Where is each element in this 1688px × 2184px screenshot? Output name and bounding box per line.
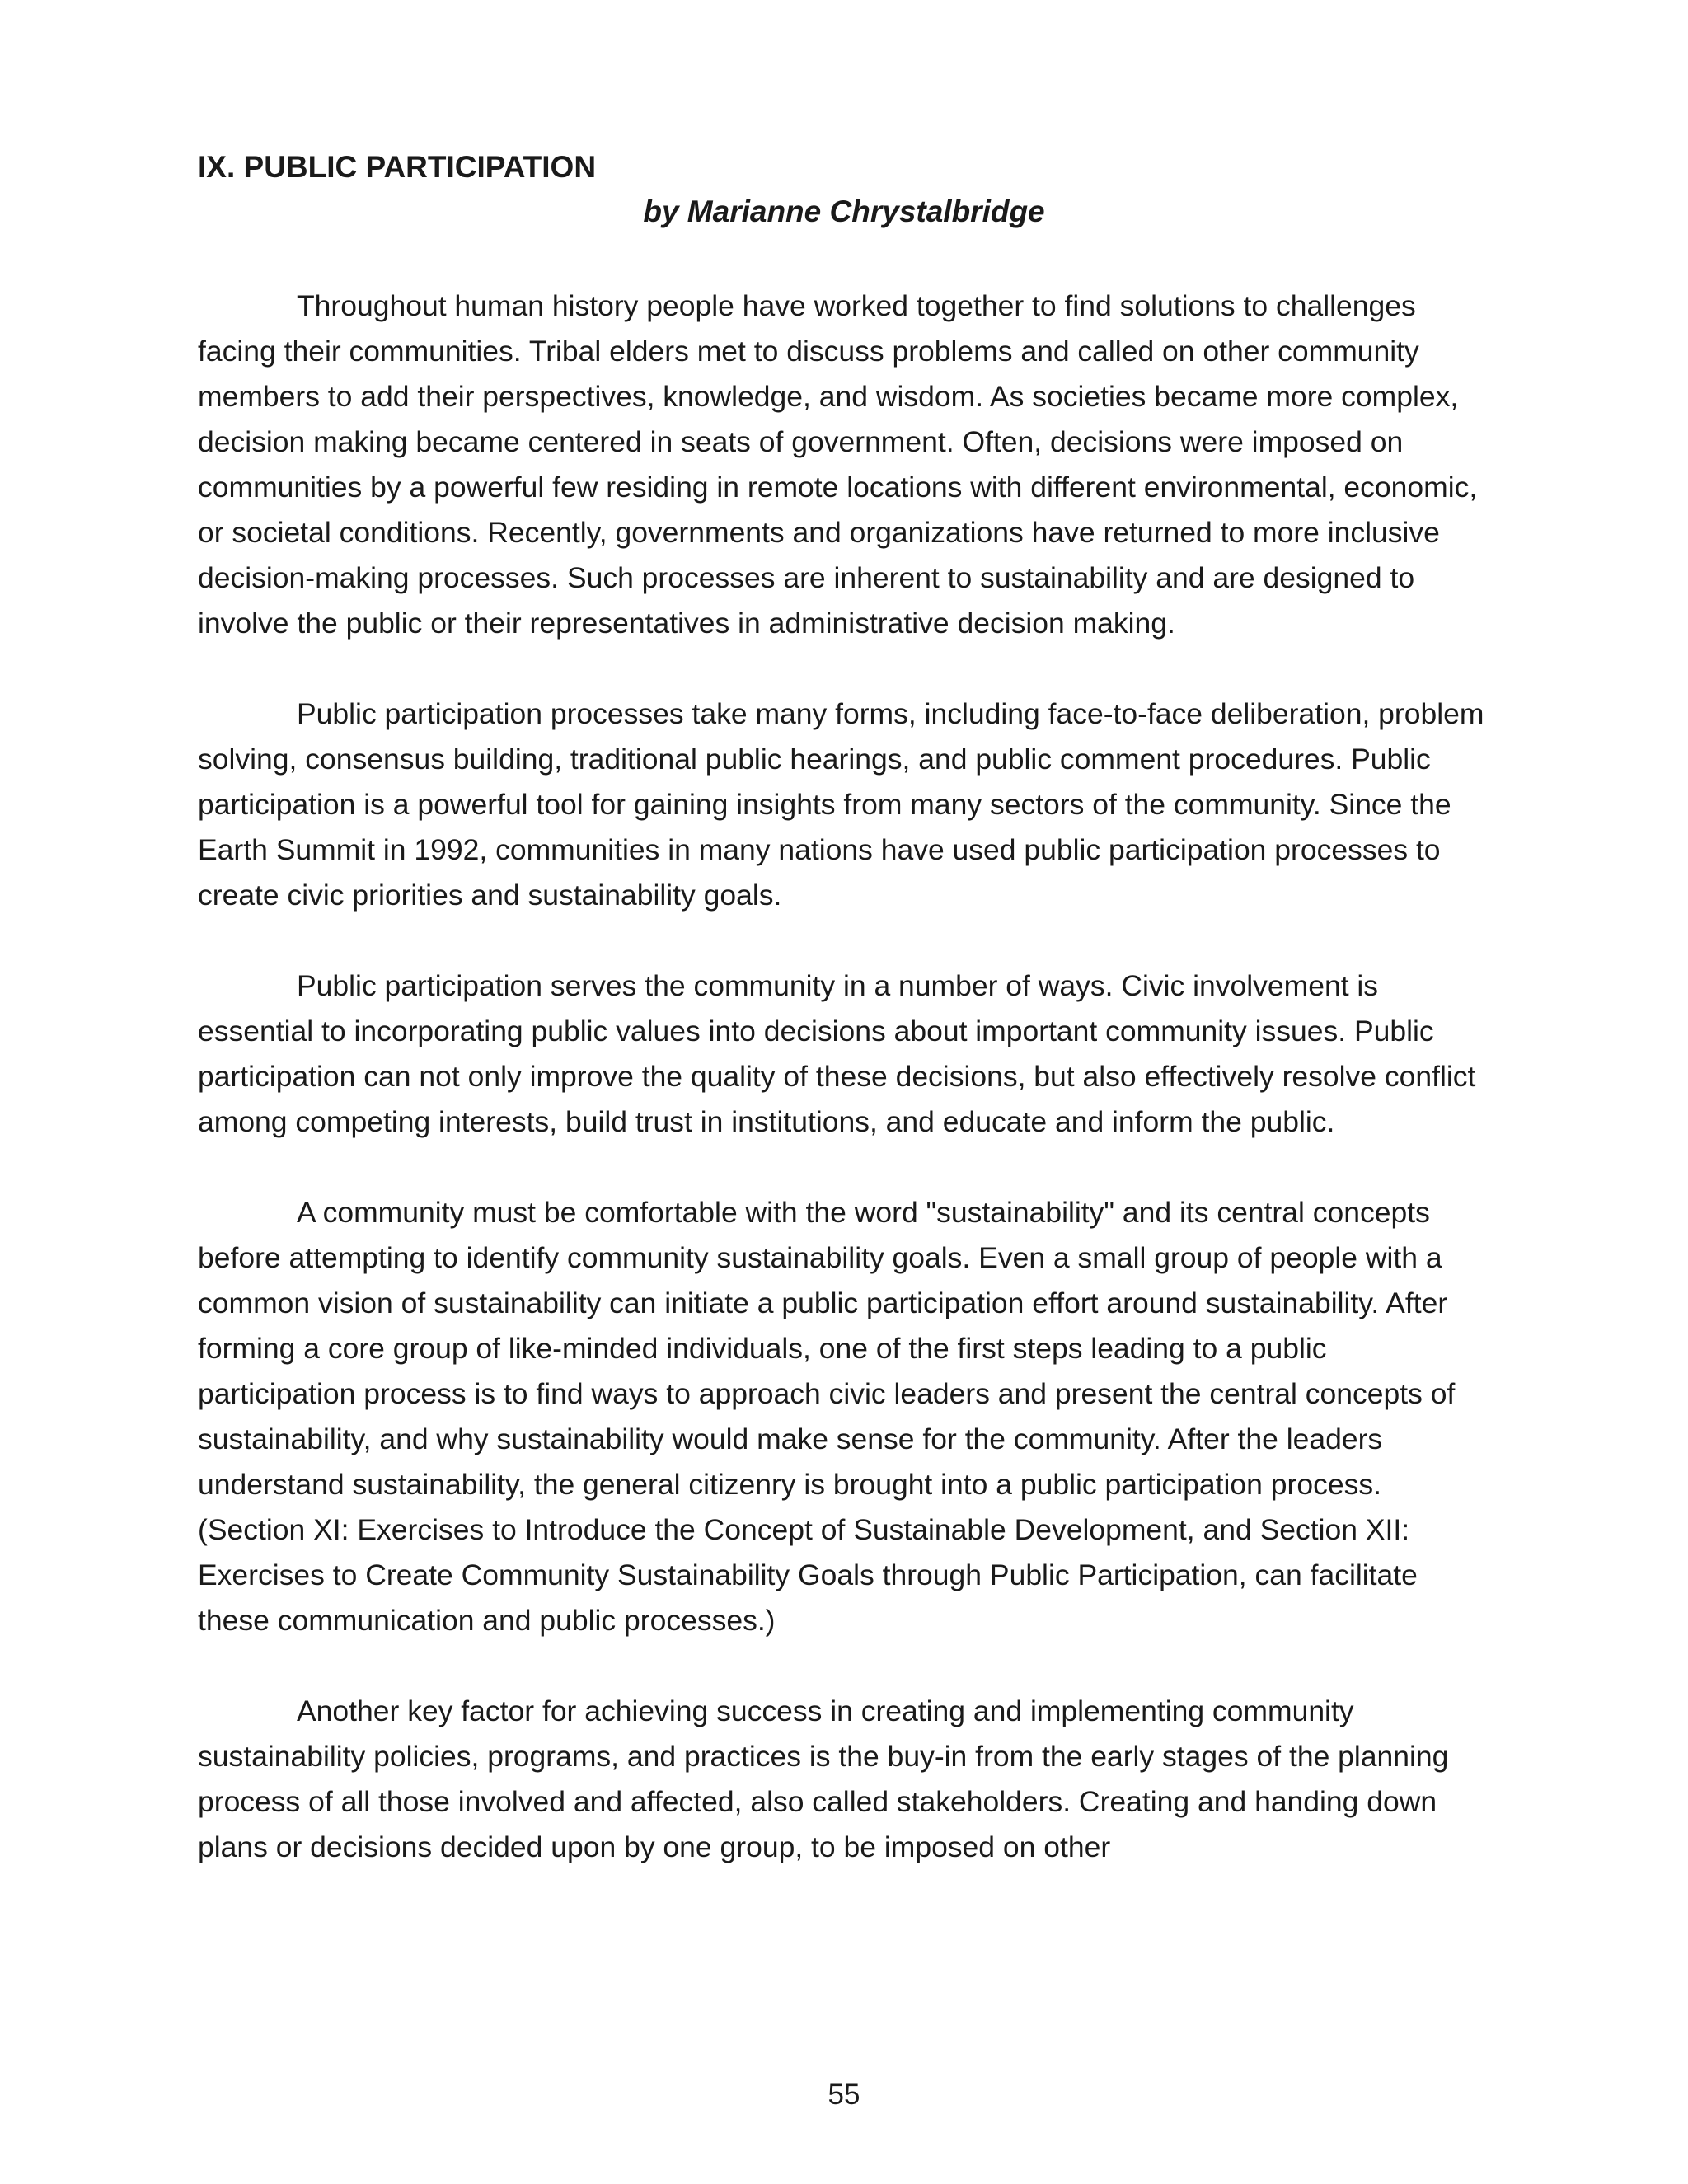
section-heading: IX. PUBLIC PARTICIPATION (198, 150, 597, 184)
paragraph-history: Throughout human history people have worked together to find solutions to challenges facing their communities. Tribal elders met to discuss problems and called on other community members to add their perspectives, knowledge, and wisdom. As societies became more complex, decision making became centered in seats of government. Often, decisions were imposed on communities by a powerful few residing in remote locations with different environmental, economic, or societal conditions. Recently, governments and organizations have returned to more inclusive decision-making processes. Such processes are inherent to sustainability and are designed to involve the public or their representatives in administrative decision making. (198, 289, 1478, 640)
author-byline: by Marianne Chrystalbridge (643, 194, 1045, 228)
paragraph-benefits: Public participation serves the community in a number of ways. Civic involvement is essential to incorporating public values into decisions about important community issues. Public participation can not only improve the quality of these decisions, but also effectively resolve conflict among competing interests, build trust in institutions, and educate and inform the public. (198, 969, 1476, 1138)
paragraph-stakeholders: Another key factor for achieving success in creating and implementing community sustainability policies, programs, and practices is the buy-in from the early stages of the planning process of all those involved and affected, also called stakeholders. Creating and handing down plans or decisions decided upon by one group, to be imposed on other (198, 1694, 1449, 1863)
page-number: 55 (828, 2079, 860, 2111)
body-text (198, 284, 1492, 1915)
paragraph-forms: Public participation processes take many forms, including face-to-face deliberation, problem solving, consensus building, traditional public hearings, and public comment procedures. Public participation is a powerful tool for gaining insights from many sectors of the community. Since the Earth Summit in 1992, communities in many nations have used public participation processes to create civic priorities and sustainability goals. (198, 697, 1484, 912)
paragraph-sustainability-concepts: A community must be comfortable with the word "sustainability" and its central concepts before attempting to identify community sustainability goals. Even a small group of people with a common vision of sustainability can initiate a public participation effort around sustainability. After forming a core group of like-minded individuals, one of the first steps leading to a public participation process is to find ways to approach civic leaders and present the central concepts of sustainability, and why sustainability would make sense for the community. After the leaders understand sustainability, the general citizenry is brought into a public participation process. (Section XI: Exercises to Introduce the Concept of Sustainable Development, and Section XII: Exercises to Create Community Sustainability Goals through Public Participation, can facilitate these communication and public processes.) (198, 1196, 1456, 1637)
